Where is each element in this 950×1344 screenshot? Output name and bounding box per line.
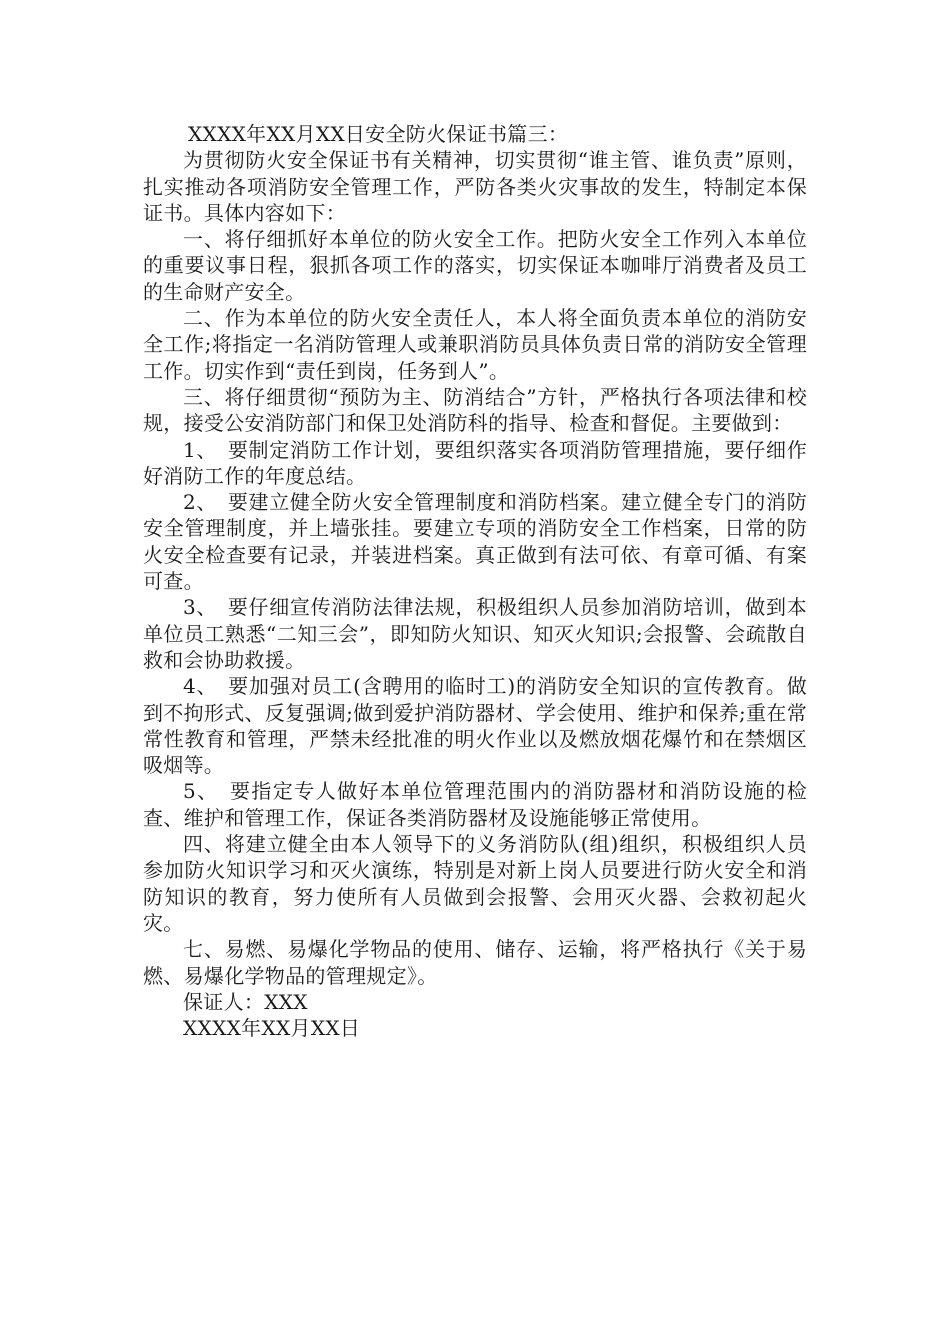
paragraph-item-2: 二、作为本单位的防火安全责任人，本人将全面负责本单位的消防安全工作;将指定一名消防管理人或兼职消防员具体负责日常的消防安全管理工作。切实作到“责任到岗，任务到人”。 <box>143 306 807 383</box>
paragraph-subitem-1: 1、 要制定消防工作计划，要组织落实各项消防管理措施，要仔细作好消防工作的年度总结。 <box>143 437 807 488</box>
paragraph-item-7: 七、易燃、易爆化学物品的使用、储存、运输，将严格执行《关于易燃、易爆化学物品的管理规定》。 <box>143 937 807 988</box>
paragraph-subitem-4: 4、 要加强对员工(含聘用的临时工)的消防安全知识的宣传教育。做到不拘形式、反复强调;做到爱护消防器材、学会使用、维护和保养;重在常常性教育和管理，严禁未经批准的明火作业以及燃放烟花爆竹和在禁烟区吸烟等。 <box>143 674 807 778</box>
paragraph-item-3: 三、将仔细贯彻“预防为主、防消结合”方针，严格执行各项法律和校规，接受公安消防部门和保卫处消防科的指导、检查和督促。主要做到： <box>143 384 807 436</box>
document-heading: XXXX年XX月XX日安全防火保证书篇三： <box>188 122 569 146</box>
paragraph-subitem-5: 5、 要指定专人做好本单位管理范围内的消防器材和消防设施的检查、维护和管理工作，保证各类消防器材及设施能够正常使用。 <box>143 779 807 830</box>
paragraph-item-4: 四、将建立健全由本人领导下的义务消防队(组)组织，积极组织人员参加防火知识学习和灭火演练，特别是对新上岗人员要进行防火安全和消防知识的教育，努力使所有人员做到会报警、会用灭火器、会救初起火灾。 <box>143 832 807 935</box>
guarantor-line: 保证人：XXX <box>183 989 308 1014</box>
document-body <box>143 121 807 1041</box>
date-line: XXXX年XX月XX日 <box>183 1016 361 1041</box>
paragraph-subitem-2: 2、 要建立健全防火安全管理制度和消防档案。建立健全专门的消防安全管理制度，并上墙张挂。要建立专项的消防安全工作档案，日常的防火安全检查要有记录，并装进档案。真正做到有法可依、有章可循、有案可查。 <box>143 490 807 594</box>
paragraph-subitem-3: 3、 要仔细宣传消防法律法规，积极组织人员参加消防培训，做到本单位员工熟悉“二知三会”，即知防火知识、知灭火知识;会报警、会疏散自救和会协助救援。 <box>143 595 807 672</box>
paragraph-item-1: 一、将仔细抓好本单位的防火安全工作。把防火安全工作列入本单位的重要议事日程，狠抓各项工作的落实，切实保证本咖啡厅消费者及员工的生命财产安全。 <box>143 227 807 304</box>
paragraph-intro: 为贯彻防火安全保证书有关精神，切实贯彻“谁主管、谁负责”原则，扎实推动各项消防安全管理工作，严防各类火灾事故的发生，特制定本保证书。具体内容如下： <box>143 148 807 225</box>
